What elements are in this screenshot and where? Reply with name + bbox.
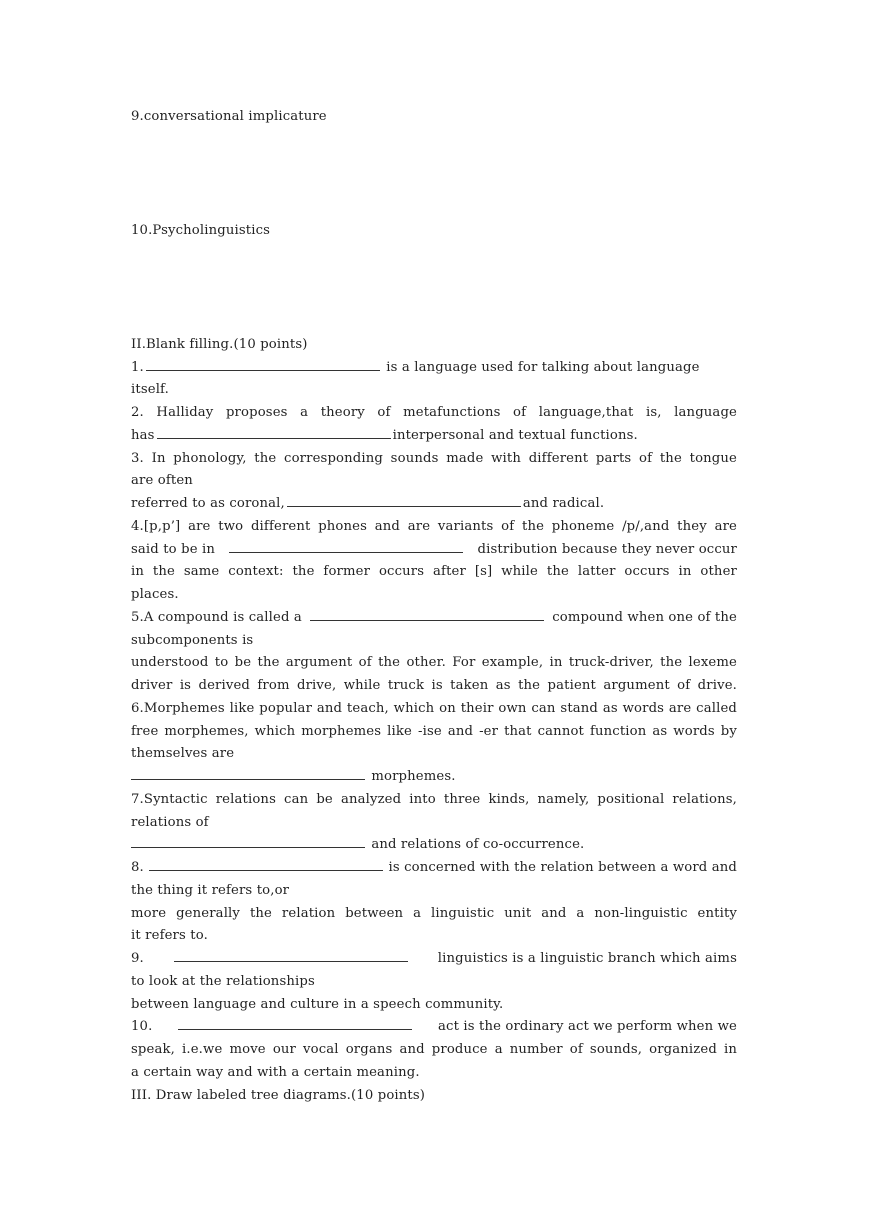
question-7-line-1: 7.Syntactic relations can be analyzed into three kinds, namely, positional relations, xyxy=(131,792,737,807)
answer-blank-4 xyxy=(229,538,463,553)
question-5-line-1: 5.A compound is called a compound when one of the xyxy=(131,606,737,629)
question-4-line-1: 4.[p,p’] are two different phones and are variants of the phoneme /p/,and they are xyxy=(131,519,737,534)
answer-blank-5 xyxy=(310,606,544,621)
question-4-line-4: places. xyxy=(131,587,179,602)
question-10-line-1: 10. act is the ordinary act we perform when we xyxy=(131,1015,737,1038)
answer-blank-3 xyxy=(287,492,521,507)
answer-blank-8 xyxy=(149,856,383,871)
question-9-line-3: between language and culture in a speech community. xyxy=(131,997,504,1012)
answer-blank-7 xyxy=(131,833,365,848)
answer-blank-1 xyxy=(146,356,380,371)
question-8-line-3: more generally the relation between a linguistic unit and a non-linguistic entity xyxy=(131,906,737,921)
answer-blank-10 xyxy=(178,1015,412,1030)
question-6-line-3: themselves are xyxy=(131,746,235,761)
question-7-line-3: and relations of co-occurrence. xyxy=(131,833,737,856)
definition-item-10: 10.Psycholinguistics xyxy=(131,223,271,238)
question-8-line-4: it refers to. xyxy=(131,928,208,943)
question-10-line-3: a certain way and with a certain meaning. xyxy=(131,1065,420,1080)
question-3-line-2: are often xyxy=(131,473,193,488)
question-5-line-3: understood to be the argument of the other. For example, in truck-driver, the lexeme xyxy=(131,655,737,670)
question-5-line-4: driver is derived from drive, while truck is taken as the patient argument of drive. xyxy=(131,678,737,693)
question-9-line-1: 9. linguistics is a linguistic branch which aims xyxy=(131,947,737,970)
question-4-line-2: said to be in distribution because they never occur xyxy=(131,538,737,561)
question-6-line-1: 6.Morphemes like popular and teach, which on their own can stand as words are called xyxy=(131,701,737,716)
question-7-line-2: relations of xyxy=(131,815,209,830)
question-4-line-3: in the same context: the former occurs after [s] while the latter occurs in other xyxy=(131,564,737,579)
answer-blank-9 xyxy=(174,947,408,962)
question-3-line-3: referred to as coronal, and radical. xyxy=(131,492,737,515)
question-10-line-2: speak, i.e.we move our vocal organs and produce a number of sounds, organized in xyxy=(131,1042,737,1057)
section-heading-tree-diagrams: III. Draw labeled tree diagrams.(10 points) xyxy=(131,1088,426,1103)
question-5-line-2: subcomponents is xyxy=(131,633,254,648)
question-3-line-1: 3. In phonology, the corresponding sounds made with different parts of the tongue xyxy=(131,451,737,466)
question-9-line-2: to look at the relationships xyxy=(131,974,315,989)
question-6-line-2: free morphemes, which morphemes like -ise and -er that cannot function as words by xyxy=(131,724,737,739)
question-8-line-1: 8. is concerned with the relation between a word and xyxy=(131,856,737,879)
definition-item-9: 9.conversational implicature xyxy=(131,109,327,124)
question-2-line-2: has interpersonal and textual functions. xyxy=(131,424,737,447)
question-2-line-1: 2. Halliday proposes a theory of metafunctions of language,that is, language xyxy=(131,405,737,420)
question-8-line-2: the thing it refers to,or xyxy=(131,883,290,898)
question-1-line-2: itself. xyxy=(131,382,169,397)
question-1-line-1: 1. is a language used for talking about language xyxy=(131,356,737,379)
section-heading-blank-filling: II.Blank filling.(10 points) xyxy=(131,337,308,352)
answer-blank-2 xyxy=(157,424,391,439)
answer-blank-6 xyxy=(131,765,365,780)
question-6-line-4: morphemes. xyxy=(131,765,737,788)
